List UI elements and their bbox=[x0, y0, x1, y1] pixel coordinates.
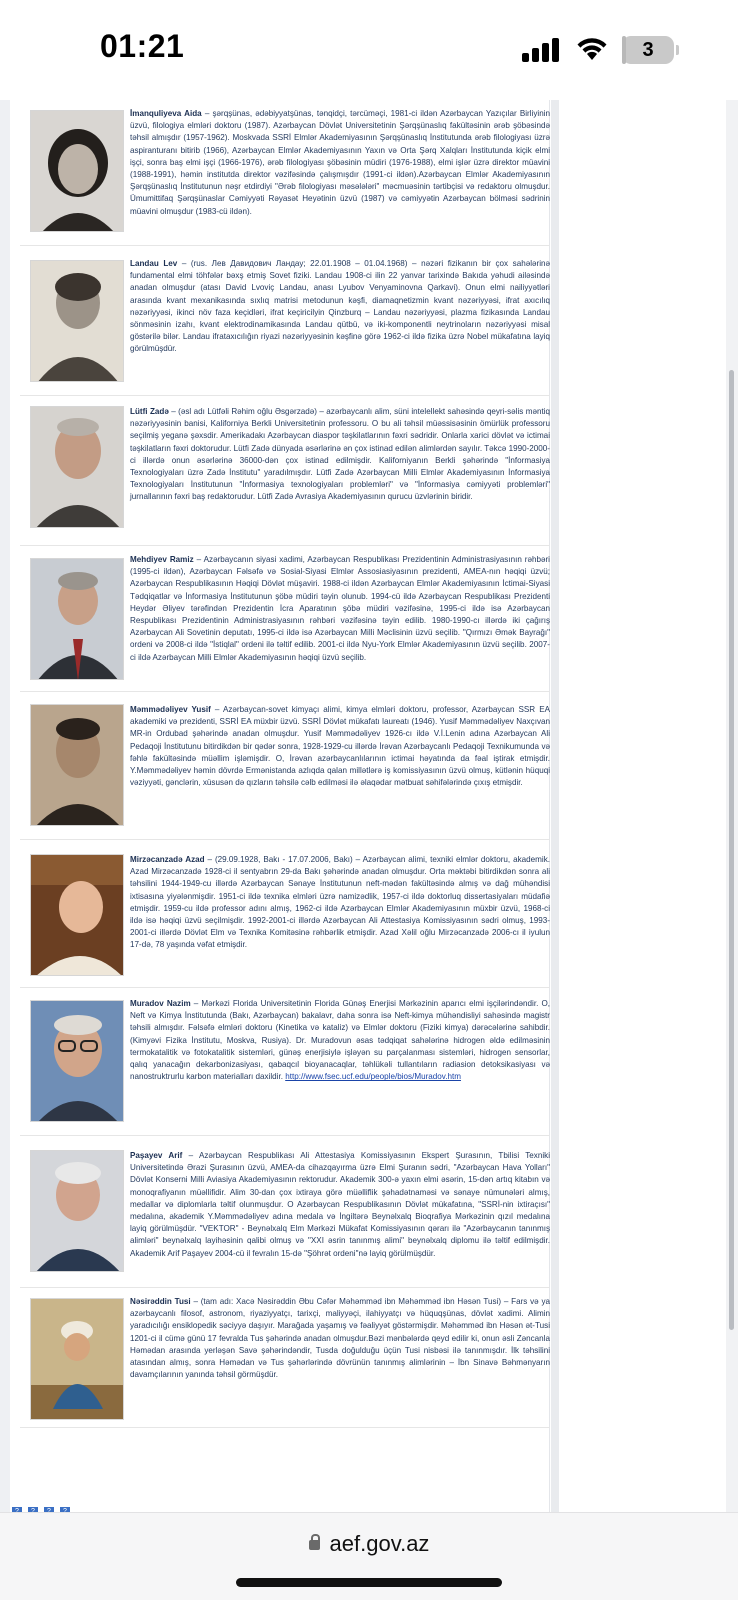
scrollbar-thumb[interactable] bbox=[729, 370, 734, 1330]
battery-cap bbox=[676, 45, 679, 55]
portrait-mirzacanzade bbox=[30, 854, 124, 976]
content-column bbox=[10, 100, 550, 1512]
url-display[interactable] bbox=[0, 1531, 738, 1557]
home-indicator[interactable] bbox=[236, 1578, 502, 1587]
person-name[interactable]: Məmmədəliyev Yusif bbox=[130, 705, 211, 714]
web-page[interactable] bbox=[0, 100, 738, 1512]
person-name[interactable]: Landau Lev bbox=[130, 259, 178, 268]
bio-text bbox=[130, 108, 550, 218]
bio-description: – Mərkəzi Florida Universitetinin Florida Günəş Enerjisi Mərkəzinin aparıcı elmi işçilərindəndir. O, Neft və Kimya İnstitutunda (Bakı, Azərbaycan) bakalavr, daha sonra isə Neft-kimya mühəndisliyi sahəsində magistr təhsili almışdır. Fəlsəfə elmləri doktoru (Kinetika və kataliz) və Elmlər doktoru (Fiziki kimya) dərəcələrinə sahibdir. (Kimyəvi Fizika İnstitutu, Moskva, Rusiya). Dr. Muradovun əsas tədqiqat sahələrinə hidrogen əldə edilməsinin termokatalitik və fotokatalitik sistemləri, günəş enerjisiylə işləyən su parçalanması sistemləri, hidrogen sensorlar, qalıq yanacağın dekarbonizasiyası, qabaqcıl bioyanacaqlar, təhlükəli tullantıların radiasion detoksikasiyası və nanostruktrurlu karbon materialları daxildir. bbox=[130, 999, 550, 1082]
person-name[interactable]: Paşayev Arif bbox=[130, 1151, 183, 1160]
bio-description: – (rus. Лев Давидович Ландау; 22.01.1908 – 01.04.1968) – nəzəri fizikanın bir çox sahələrinə fundamental elmi töhfələr bəxş etmiş Sovet fiziki. Landau 1908-ci ilin 22 yanvar tarixində Bakıda yəhudi ailəsində anadan olmuşdur (atası David Lvoviç Landau, anası Lyubov Venyaminovna Qarkavi). Onun elmi nailiyyətləri arasında kvant mexanikasında sıxlıq matrisi metodunun kəşfi, diamaqnetizmin kvant nəzəriyyəsi, ifrat axıcılıq nəzəriyyəsi, ikinci növ faza keçidləri, ifrat keçiricilyin Qinzburq – Landau nəzəriyyəsi, plazma fizikasında Landau sönməsinin izahı, kvant elektrodinamikasında Landau qütbü, və iki-komponentli neytrinoların nəzəriyyəsi misal göstərilə bilər. Landau ifrataxıcılığın riyazi nəzəriyyəsinin kəşfinə görə 1962-ci ildə fizika üzrə Nobel mükafatına layiq görülmüşdür. bbox=[130, 259, 550, 354]
bio-description: – (tam adı: Xacə Nəsirəddin Əbu Cəfər Məhəmməd ibn Məhəmməd ibn Həsən Tusi) – Fars və ya azərbaycanlı filosof, astronom, riyaziyyatçı, tarixçi, maliyyəçi, ilahiyyatçı və hüquqşünas, dövlət xadimi. Alimin yaradıcılığı ensiklopedik səciyyə daşıyır. Marağada yaşamış və fəaliyyət göstərmişdir. Məhəmməd ibn Həsən ət-Tusi 1201-ci il cümə günü 17 fevralda Tus şəhərində anadan olmuşdur.Bəzi mənbələrdə qeyd edilir ki, onun əsli Zəncanla Həmədan arasında yerləşən Savə şəhərindəndir, Tusda doğulduğu üçün Tusi nisbəsi ilə tanınmışdır. İlk təhsilini atasından almış, sonra Həmədan və Tus şəhərlərində dövrünün tanınmış alimlərinin – İbn Sinavə Bəhmənyarın davamçılarının yanında təhsil görmüşdür. bbox=[130, 1297, 551, 1380]
bio-text bbox=[130, 704, 550, 789]
bio-text bbox=[130, 1296, 550, 1381]
list-item bbox=[20, 1288, 550, 1428]
list-item bbox=[20, 988, 550, 1136]
bio-text bbox=[130, 998, 550, 1083]
portrait-imanquliyeva bbox=[30, 110, 124, 232]
help-icon[interactable]: ? bbox=[60, 1507, 70, 1512]
column-gutter bbox=[551, 100, 559, 1512]
list-item bbox=[20, 692, 550, 840]
bio-text bbox=[130, 258, 550, 356]
list-item bbox=[20, 840, 550, 988]
bio-description: – Azərbaycanın siyasi xadimi, Azərbaycan Respublikası Prezidentinin Administrasiyasının rəhbəri (1995-ci ildən), Azərbaycan Fəlsəfə və Sosial-Siyasi Elmlər Assosiasiyasının prezidenti, AMEA-nın həqiqi üzvü; Azərbaycan Respublikasının Həqiqi Dövlət müşaviri. 1988-ci ildən Azərbaycan Elmlər Akademiyasının İctimai-Siyasi Tədqiqatlar və İnformasiya İnstitutunun şöbə müdiri təyin olunub. 1994-cü ildə Azərbaycan Respublikası Prezidenti Heydər Əliyev tərəfindən Prezidentin İcra Aparatının şöbə müdiri vəzifəsinə, 1995-ci ildə isə Azərbaycan Respublikası Prezidentinin Administrasiyasının rəhbəri vəzifəsinə təyin edilib. 1980-1990-cı illərdə iki çağırış Azərbaycan Ali Sovetinin deputatı, 1995-ci ildə isə Azərbaycan Milli Məclisinin üzvü seçilib. "Qırmızı Əmək Bayrağı" ordeni və 2008-ci ildə "İstiqlal" ordeni ilə təltif edilib. 2001-ci ildə Nyu-York Elmlər Akademiyasının üzvü seçilib. 2007-ci ildə Azərbaycan Milli Elmlər Akademiyasının həqiqi üzvü seçilib. bbox=[130, 555, 550, 662]
help-icon[interactable]: ? bbox=[28, 1507, 38, 1512]
person-name[interactable]: Muradov Nazim bbox=[130, 999, 191, 1008]
list-item bbox=[20, 396, 550, 546]
portrait-lutfi-zade bbox=[30, 406, 124, 528]
bio-description: – Azərbaycan Respublikası Ali Attestasiya Komissiyasının Ekspert Şurasının, Tbilisi Texniki Universitetində Ərazi Şurasının üzvü, AMEA-da cihazqayırma üzrə Elmi Şuranın sədri, "Azərbaycan Hava Yolları" Dövlət Konserni Milli Aviasiya Akademiyasının rektorudur. Akademik 300-ə yaxın elmi əsərin, 15-dən artıq kitabın və monoqrafiyanın müəllifidir. Alim 30-dan çox ixtiraya görə müəlliflik şəhadətnaməsi və sənaye nümunələri almış, medallar və diplomlarla təltif olunmuşdur. O Azərbaycan Respublikasının Dövlət mükafatına, "SSRİ-nin ixtiraçısı" medalına, akademik Y.Məmmədəliyev adına medala və İngiltərə Beynəlxalq Bioqrafiya Mərkəzinin qızıl medalına layiq görülmüşdür. "VEKTOR" - Beynəlxalq Elm Mərkəzi Mükafat Komissiyasının qərarı ilə "Azərbaycanın tanınmış alimləri" beynəlxalq layihəsinin qalibi olmuş və "XXI əsrin tanınmış alimi" beynəlxalq diplomu ilə təltif edilmişdir. Akademik Arif Paşayev 2004-cü il fevralın 15-də "Şöhrət ordeni"nə layiq görülmüşdür. bbox=[130, 1151, 550, 1258]
status-time: 01:21 bbox=[100, 28, 185, 64]
list-item bbox=[20, 1136, 550, 1288]
list-item bbox=[20, 100, 550, 246]
bio-text bbox=[130, 1150, 550, 1260]
portrait-tusi bbox=[30, 1298, 124, 1420]
portrait-mehdiyev bbox=[30, 558, 124, 680]
lock-icon bbox=[309, 1540, 320, 1550]
portrait-muradov bbox=[30, 1000, 124, 1122]
help-icon[interactable]: ? bbox=[12, 1507, 22, 1512]
bio-text bbox=[130, 406, 550, 504]
left-rail bbox=[0, 100, 10, 1512]
list-item bbox=[20, 546, 550, 692]
battery-percentage: 3 bbox=[642, 39, 654, 61]
portrait-landau bbox=[30, 260, 124, 382]
bio-description: – (29.09.1928, Bakı - 17.07.2006, Bakı) – Azərbaycan alimi, texniki elmlər doktoru, akademik. Azad Mirzəcanzadə 1928-ci il sentyabrın 29-da Bakı şəhərində anadan olmuşdur. Orta məktəbi bitirdikdən sonra ali təhsilini 1944-1949-cu illərdə Azərbaycan Sənaye İnstitutunun neft-mədən fakültəsində almış və dağ mühəndisi ixtisasına yiyələnmişdir. 1951-ci ildə texnika elmləri üzrə namizədlik, 1957-ci ildə doktorluq dissertasiyaları müdafiə etmişdir. 1959-cu ildə professor adını almış, 1962-ci ildə Azərbaycan Elmlər Akademiyasının müxbir üzvü, 1968-ci ildə isə həqiqi üzvü seçilmişdir. 1992-2001-ci illərdə Azərbaycan Ali Attestasiya Komissiyasının sədri olmuş, 1993-2001-ci illərdə Dövlət Elm və Texnika Komitəsinə rəhbərlik etmişdir. Azad Xəlil oğlu Mirzəcanzadə 2006-cı il iyulun 17-də, 78 yaşında vəfat etmişdir. bbox=[130, 855, 550, 950]
wifi-icon bbox=[575, 36, 609, 62]
bio-description: – şərqşünas, ədəbiyyatşünas, tənqidçi, tərcüməçi, 1981-ci ildən Azərbaycan Yazıçılar Birliyinin üzvü, filologiya elmləri doktoru (1987). Azərbaycan Dövlət Universitetinin Şərqşünaslıq fakültəsinin ərəb şöbəsində təhsil almışdır (1957-1962). Moskvada SSRİ Elmlər Akademiyasının Şərqşünaslıq İnstitutunda ərəb filologiyası üzrə aspiranturanı bitirib (1966), Azərbaycan Elmlər Akademiyasının Yaxın və Orta Şərq Xalqları İnstitutunda kiçik elmi işçi, sonra baş elmi işçi (1966-1976), ərəb filologiyası şöbəsinin müdiri (1976-1988), elmi işlər üzrə direktor müavini (1988-1991), həmin institutda direktor vəzifəsində çalışmışdır (1991-ci ildən).Azərbaycan Elmlər Akademiyasının Şərqşünaslıq İnstitutunun nəşr etdirdiyi "Ərəb filologiyası məsələləri" məcmuəsinin tərtibçisi və redaktoru olmuşdur. Ümumittifaq Şərqşünaslar Cəmiyyəti Rəyasət Heyətinin üzvü (1987) və cəmiyyətin Azərbaycan bölməsi sədrinin müavini olmuşdur (1983-cü ildən). bbox=[130, 109, 550, 216]
url-text[interactable]: aef.gov.az bbox=[329, 1531, 430, 1556]
battery-icon bbox=[622, 36, 674, 64]
person-name[interactable]: İmanquliyeva Aida bbox=[130, 109, 202, 118]
bio-text bbox=[130, 854, 550, 952]
right-sidebar bbox=[559, 100, 725, 1512]
portrait-mammadaliyev bbox=[30, 704, 124, 826]
bio-description: – (əsl adı Lütfəli Rəhim oğlu Əsgərzadə) – azərbaycanlı alim, süni intelellekt sahəsində qeyri-səlis məntiq nəzəriyyəsinin banisi, Kaliforniya Berkli Universitetinin professoru. O bu ali təhsil müəssisəsinin ömürlük professoru seçilmiş yeganə şəxsdir. Amerikadakı Azərbaycan diaspor təşkilatlarının fəxri sədridir. Onlarla xarici dövlət və ictimai təşkilatların fəxri doktorudur. Lütfi Zadə dünyada əsərlərinə ən çox istinad edilən alimlərdən sayılır. Təkcə 1990-2000-ci illərdə onun əsərlərinə 36000-dən çox istinad edilmişdir. Kaliforniyanın Berkli şəhərində "İnformasiya Texnologiyaları üzrə Zadə İnstitutu" yaradılmışdır. Lütfi Zadə Azərbaycan Milli Elmlər Akademiyasının İnformasiya Texnologiyaları İnstitutunun "İnformasiya texnologiyaları problemləri" və "İnformasiya cəmiyyəti problemləri" jurnallarının fəxri baş redaktorudur. Lütfi Zadə Avrasiya Akademiyasının qurucu üzvlərinin biridir. bbox=[130, 407, 550, 502]
person-name[interactable]: Mirzəcanzadə Azad bbox=[130, 855, 205, 864]
person-name[interactable]: Lütfi Zadə bbox=[130, 407, 169, 416]
person-name[interactable]: Nəsirəddin Tusi bbox=[130, 1297, 191, 1306]
cellular-signal-icon bbox=[522, 38, 562, 62]
portrait-pashayev bbox=[30, 1150, 124, 1272]
bio-description: – Azərbaycan-sovet kimyaçı alimi, kimya elmləri doktoru, professor, Azərbaycan SSR EA akademiki və prezidenti, SSRİ EA müxbir üzvü. SSRİ Dövlət mükafatı laureatı (1946). Yusif Məmmədəliyev Naxçıvan MR-in Ordubad şəhərində anadan olmuşdur. Yusif Məmmədəliyev 1926-cı ildə V.İ.Lenin adına Azərbaycan Ali Pedaqoji İnstitutunu bitirdikdən bir qədər sonra, 1928-1929-cu illərdə İrəvan Azərbaycanlı Pedaqoji Texnikumunda və fəhlə fakültəsində müəllim işləmişdir. O, İrəvan azərbaycanlılarının ictimai həyatında da fəal iştirak etmişdir. Y.Məmmədəliyev həmin dövrdə Ermənistanda azlıqda qalan millətlərə iş komissiyasının üzvü olmuş, kütlənin hüquqi vəziyyəti, gənclərin, xüsusən də qızların təhsilə cəlb edilməsi ilə əlaqədar mətbuat səhifələrində çıxış etmişdir. bbox=[130, 705, 550, 788]
person-name[interactable]: Mehdiyev Ramiz bbox=[130, 555, 194, 564]
list-item bbox=[20, 246, 550, 396]
status-bar bbox=[0, 0, 738, 100]
footer-icon-row bbox=[12, 1500, 76, 1510]
profile-link[interactable]: http://www.fsec.ucf.edu/people/bios/Muradov.htm bbox=[285, 1072, 461, 1082]
help-icon[interactable]: ? bbox=[44, 1507, 54, 1512]
bio-text bbox=[130, 554, 550, 664]
